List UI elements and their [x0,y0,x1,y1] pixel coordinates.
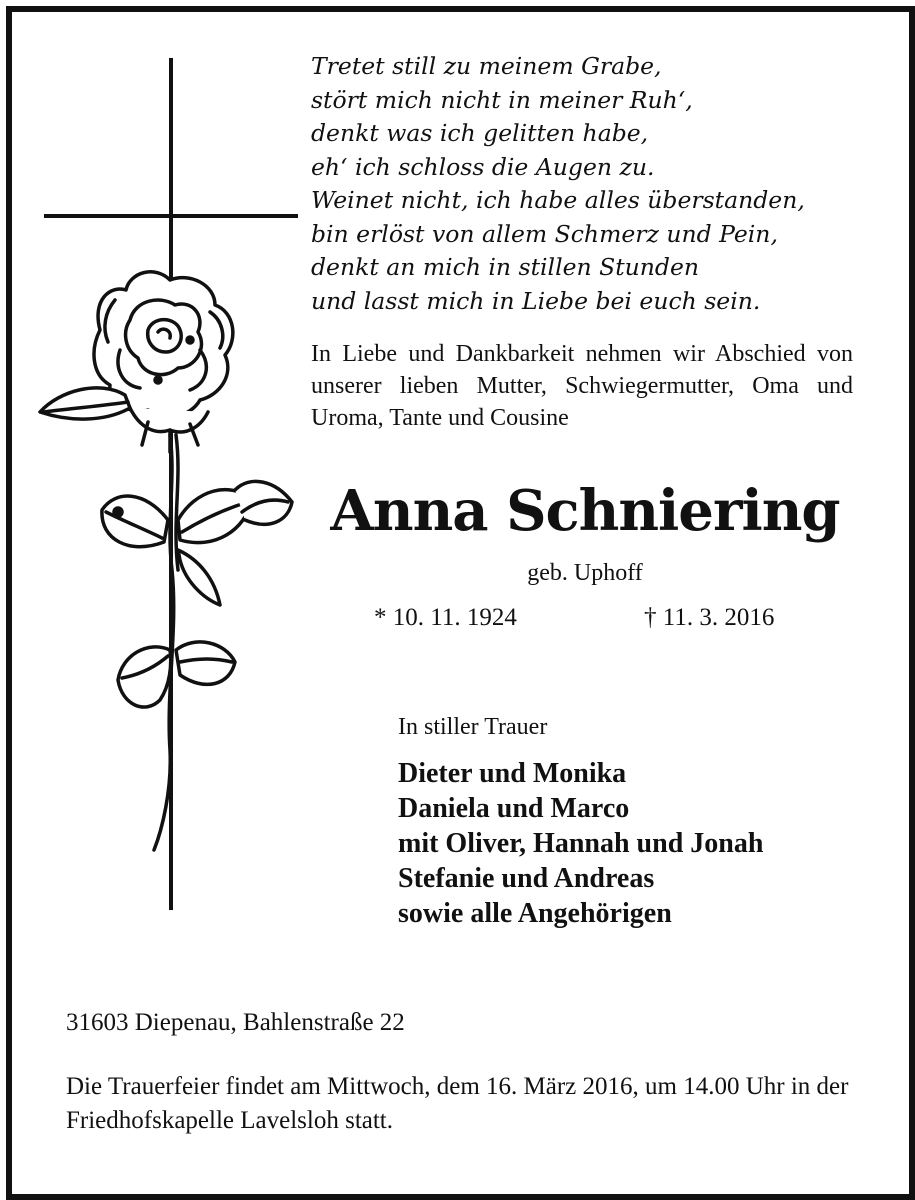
poem-line: eh‘ ich schloss die Augen zu. [311,152,655,181]
birth-date: * 10. 11. 1924 [374,604,517,631]
poem-line: stört mich nicht in meiner Ruh‘, [311,85,693,114]
mourning-label: In stiller Trauer [398,714,548,740]
mourner-line: Dieter und Monika [398,758,627,789]
mourner-line: sowie alle Angehörigen [398,898,672,929]
mourner-line: Stefanie und Andreas [398,863,655,894]
poem-line: denkt an mich in stillen Stunden [311,253,700,281]
poem-line: Tretet still zu meinem Grabe, [311,52,662,80]
poem-line: bin erlöst von allem Schmerz und Pein, [311,219,778,248]
poem-line: denkt was ich gelitten habe, [311,119,649,147]
cross-rose-illustration [30,50,310,910]
poem-line: und lasst mich in Liebe bei euch sein. [311,286,761,315]
death-date: † 11. 3. 2016 [644,604,775,631]
rose-icon [40,272,292,850]
service-info: Die Trauerfeier findet am Mittwoch, dem 16. März 2016, um 14.00 Uhr in der Friedhofskapelle Lavelsloh statt. [66,1073,849,1134]
poem-line: Weinet nicht, ich habe alles überstanden, [311,186,805,214]
maiden-name: geb. Uphoff [527,560,643,586]
deceased-name: Anna Schniering [330,478,840,544]
address: 31603 Diepenau, Bahlenstraße 22 [66,1009,405,1036]
mourners-list [398,756,878,931]
mourner-line: mit Oliver, Hannah und Jonah [398,828,764,859]
mourner-line: Daniela und Marco [398,793,630,824]
intro-text: In Liebe und Dankbarkeit nehmen wir Abschied von unserer lieben Mutter, Schwiegermutter, Oma und Uroma, Tante und Cousine [311,341,853,431]
poem [311,50,871,318]
